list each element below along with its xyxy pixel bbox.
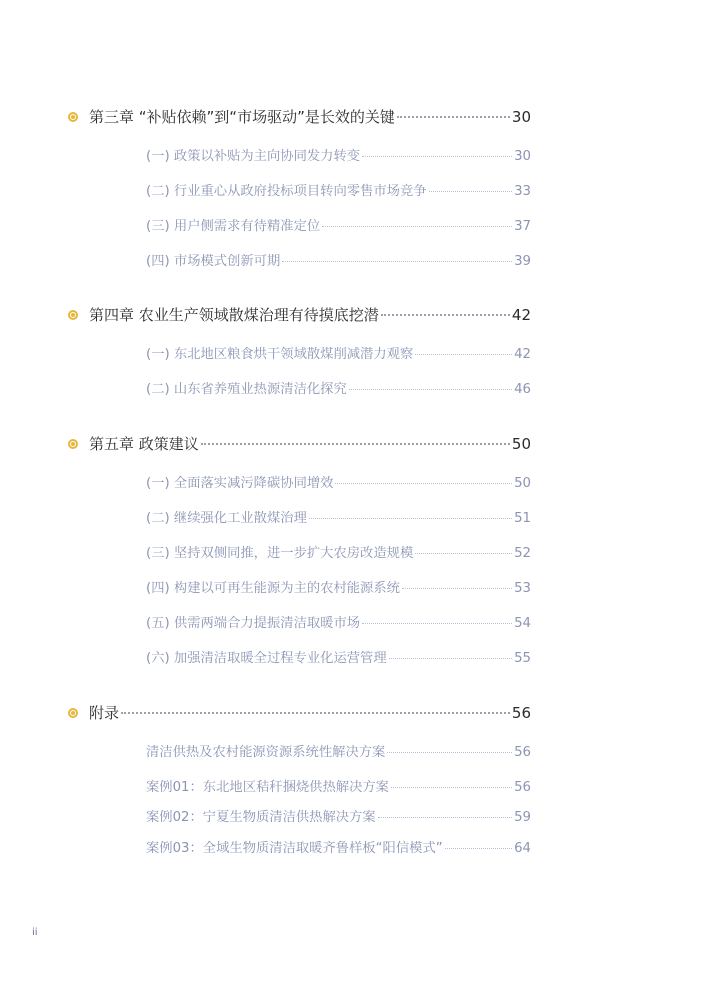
section-page-number: 55 xyxy=(514,651,531,666)
section-title: (二) 行业重心从政府投标项目转向零售市场竞争 xyxy=(146,184,427,199)
dot-leader xyxy=(378,817,512,818)
chapter-title: 附录 xyxy=(89,704,120,722)
section-title: 案例02：宁夏生物质清洁供热解决方案 xyxy=(146,810,376,825)
section-page-number: 59 xyxy=(514,810,531,825)
dot-leader xyxy=(335,483,512,484)
dot-leader xyxy=(391,787,512,788)
dot-leader xyxy=(397,116,510,118)
dot-leader xyxy=(429,191,513,192)
dot-leader xyxy=(121,712,510,714)
toc-section[interactable] xyxy=(146,378,531,397)
footer-page-number: ii xyxy=(32,927,38,938)
dot-leader xyxy=(415,553,512,554)
dot-leader xyxy=(387,752,512,753)
dot-leader xyxy=(362,623,512,624)
toc-section[interactable] xyxy=(146,180,531,199)
section-title: (一) 政策以补贴为主向协同发力转变 xyxy=(146,149,361,164)
section-title: 案例03：全域生物质清洁取暖齐鲁样板“阳信模式” xyxy=(146,841,443,856)
section-title: (三) 坚持双侧同推，进一步扩大农房改造规模 xyxy=(146,546,414,561)
dot-leader xyxy=(389,658,512,659)
toc-section[interactable] xyxy=(146,577,531,596)
toc-chapter-5[interactable] xyxy=(68,433,531,454)
chapter-page-number: 42 xyxy=(511,306,531,324)
toc-section[interactable] xyxy=(146,741,531,760)
dot-leader xyxy=(381,314,510,316)
toc-section[interactable] xyxy=(146,837,531,856)
toc-section[interactable] xyxy=(146,542,531,561)
section-page-number: 54 xyxy=(514,616,531,631)
dot-leader xyxy=(362,156,512,157)
chapter-page-number: 56 xyxy=(511,704,531,722)
section-title: (四) 市场模式创新可期 xyxy=(146,254,281,269)
toc-appendix[interactable] xyxy=(68,702,531,723)
toc-section[interactable] xyxy=(146,215,531,234)
chapter-title: 第三章 “补贴依赖”到“市场驱动”是长效的关键 xyxy=(89,108,395,126)
section-title: (一) 全面落实减污降碳协同增效 xyxy=(146,476,334,491)
toc-section[interactable] xyxy=(146,472,531,491)
section-title: (二) 山东省养殖业热源清洁化探究 xyxy=(146,382,347,397)
section-title: (四) 构建以可再生能源为主的农村能源系统 xyxy=(146,581,400,596)
dot-leader xyxy=(349,389,512,390)
section-page-number: 56 xyxy=(514,745,531,760)
dot-leader xyxy=(201,443,510,445)
double-circle-bullet-icon xyxy=(68,112,78,122)
section-page-number: 64 xyxy=(514,841,531,856)
toc-section[interactable] xyxy=(146,343,531,362)
section-page-number: 50 xyxy=(514,476,531,491)
section-page-number: 39 xyxy=(514,254,531,269)
section-page-number: 46 xyxy=(514,382,531,397)
toc-section[interactable] xyxy=(146,612,531,631)
double-circle-bullet-icon xyxy=(68,708,78,718)
section-page-number: 52 xyxy=(514,546,531,561)
toc-section[interactable] xyxy=(146,145,531,164)
section-title: (六) 加强清洁取暖全过程专业化运营管理 xyxy=(146,651,387,666)
chapter-title: 第四章 农业生产领域散煤治理有待摸底挖潜 xyxy=(89,306,379,324)
dot-leader xyxy=(322,226,512,227)
section-title: 清洁供热及农村能源资源系统性解决方案 xyxy=(146,745,386,760)
toc-section[interactable] xyxy=(146,647,531,666)
toc-section[interactable] xyxy=(146,776,531,795)
section-page-number: 33 xyxy=(514,184,531,199)
section-title: (二) 继续强化工业散煤治理 xyxy=(146,511,307,526)
section-page-number: 42 xyxy=(514,347,531,362)
section-page-number: 37 xyxy=(514,219,531,234)
chapter-page-number: 30 xyxy=(511,108,531,126)
toc-section[interactable] xyxy=(146,806,531,825)
dot-leader xyxy=(402,588,512,589)
dot-leader xyxy=(282,261,512,262)
toc-chapter-3[interactable] xyxy=(68,106,531,127)
chapter-page-number: 50 xyxy=(511,435,531,453)
section-page-number: 56 xyxy=(514,780,531,795)
section-title: 案例01：东北地区秸秆捆烧供热解决方案 xyxy=(146,780,389,795)
section-title: (一) 东北地区粮食烘干领域散煤削减潜力观察 xyxy=(146,347,414,362)
toc-section[interactable] xyxy=(146,250,531,269)
section-title: (三) 用户侧需求有待精准定位 xyxy=(146,219,321,234)
section-page-number: 30 xyxy=(514,149,531,164)
toc-section[interactable] xyxy=(146,507,531,526)
dot-leader xyxy=(445,848,512,849)
double-circle-bullet-icon xyxy=(68,439,78,449)
dot-leader xyxy=(415,354,512,355)
dot-leader xyxy=(309,518,512,519)
double-circle-bullet-icon xyxy=(68,310,78,320)
toc-chapter-4[interactable] xyxy=(68,304,531,325)
chapter-title: 第五章 政策建议 xyxy=(89,435,199,453)
section-page-number: 53 xyxy=(514,581,531,596)
section-title: (五) 供需两端合力提振清洁取暖市场 xyxy=(146,616,361,631)
section-page-number: 51 xyxy=(514,511,531,526)
